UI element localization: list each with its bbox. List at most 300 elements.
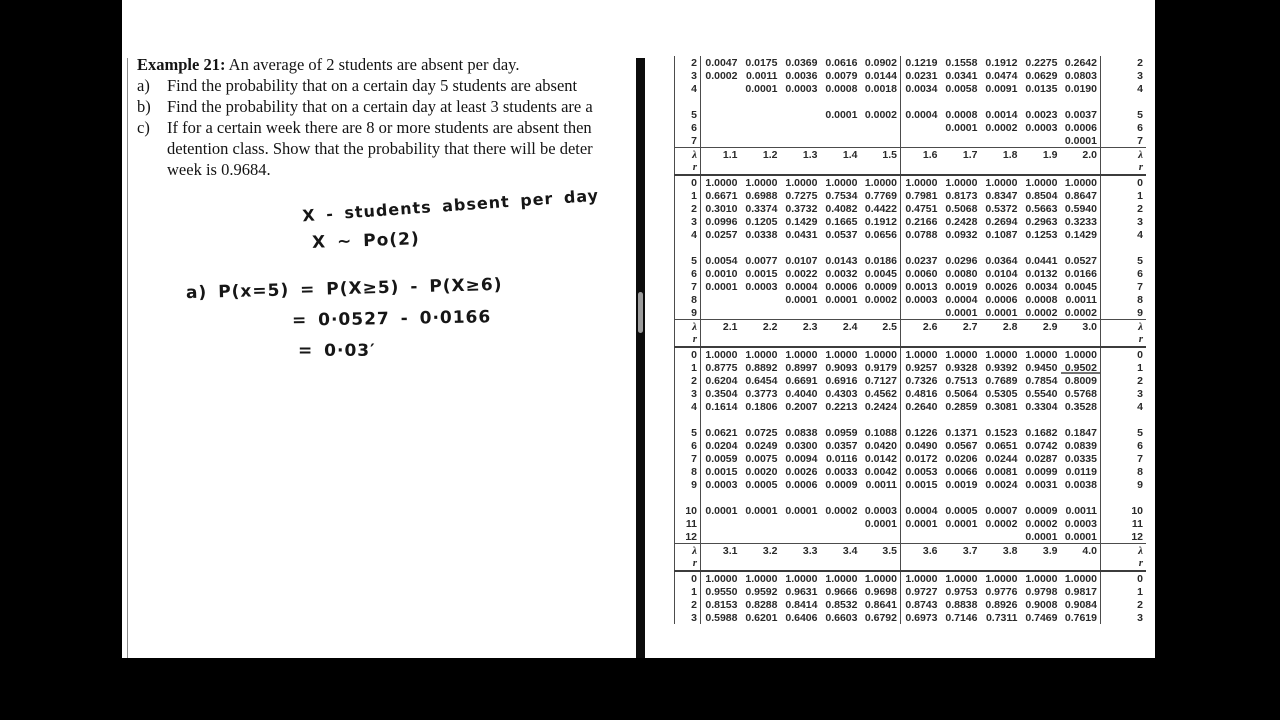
spacer-row <box>675 241 1147 254</box>
table-cell <box>981 161 1021 175</box>
probability-cell: 0.6792 <box>864 611 897 624</box>
probability-cell: 0.0026 <box>785 465 818 478</box>
spacer-row <box>675 95 1147 108</box>
probability-cell: 0.2640 <box>901 400 941 413</box>
probability-cell: 0.0003 <box>901 293 941 306</box>
probability-cell: 0.0116 <box>825 452 858 465</box>
r-value-left: 11 <box>675 517 701 530</box>
r-value-left: 10 <box>675 504 701 517</box>
probability-cell <box>701 293 741 306</box>
probability-cell: 0.0204 <box>705 439 738 452</box>
r-value-right: 1 <box>1101 361 1147 374</box>
probability-cell: 0.9179 <box>864 361 897 374</box>
handwriting-line: a) P(x=5) = P(X≥5) - P(X≥6) <box>185 274 503 304</box>
r-value-right: 9 <box>1101 306 1147 320</box>
r-value-left: 12 <box>675 530 701 544</box>
question-item-label: c) <box>137 118 150 137</box>
r-value-left: 4 <box>675 400 701 413</box>
table-cell <box>941 413 981 426</box>
probability-cell: 1.0000 <box>785 176 818 189</box>
r-symbol: r <box>675 161 701 175</box>
probability-cell: 1.0000 <box>705 348 738 361</box>
r-value-left: 2 <box>675 202 701 215</box>
table-cell <box>861 413 901 426</box>
probability-cell: 0.7275 <box>785 189 818 202</box>
r-value-left: 5 <box>675 426 701 439</box>
r-value-left: 5 <box>675 108 701 121</box>
lambda-value: 2.7 <box>941 320 981 334</box>
probability-cell: 0.7534 <box>825 189 858 202</box>
probability-cell: 0.0166 <box>1064 267 1097 280</box>
probability-cell: 0.7981 <box>901 189 941 202</box>
probability-cell: 0.5305 <box>985 387 1018 400</box>
probability-cell <box>901 134 941 148</box>
r-value-right: 0 <box>1101 571 1147 585</box>
probability-cell: 0.0023 <box>1025 108 1058 121</box>
scrollbar-track[interactable] <box>636 58 645 658</box>
table-cell <box>1021 333 1061 347</box>
probability-cell: 1.0000 <box>825 348 858 361</box>
r-value-left: 1 <box>675 361 701 374</box>
probability-cell: 0.7311 <box>985 611 1018 624</box>
probability-cell: 0.9776 <box>985 585 1018 598</box>
probability-cell <box>821 530 861 544</box>
probability-cell: 0.1847 <box>1064 426 1097 439</box>
probability-cell: 0.6691 <box>785 374 818 387</box>
probability-cell: 0.0002 <box>1025 517 1058 530</box>
table-row <box>675 426 1147 439</box>
probability-cell <box>1021 134 1061 148</box>
table-row <box>675 175 1147 189</box>
r-value-right: 2 <box>1101 374 1147 387</box>
table-row <box>675 82 1147 95</box>
table-cell <box>981 557 1021 571</box>
table-cell <box>861 333 901 347</box>
table-cell <box>741 241 781 254</box>
table-cell <box>941 95 981 108</box>
probability-cell: 0.0838 <box>785 426 818 439</box>
probability-cell <box>861 121 901 134</box>
r-value-right: 11 <box>1101 517 1147 530</box>
probability-cell: 0.0038 <box>1064 478 1097 491</box>
r-value-right: 6 <box>1101 267 1147 280</box>
probability-cell: 0.4816 <box>901 387 941 400</box>
r-value-right: 7 <box>1101 452 1147 465</box>
r-value-right: 2 <box>1101 598 1147 611</box>
r-value-right: 5 <box>1101 108 1147 121</box>
probability-cell: 0.0257 <box>705 228 738 241</box>
lambda-value: 2.5 <box>861 320 901 334</box>
probability-cell: 0.0621 <box>705 426 738 439</box>
table-cell <box>861 557 901 571</box>
probability-cell: 0.0431 <box>785 228 818 241</box>
r-value-left: 5 <box>675 254 701 267</box>
question-line <box>137 138 637 159</box>
probability-cell: 0.4562 <box>864 387 897 400</box>
probability-cell: 0.9502 <box>1061 361 1101 374</box>
probability-cell: 0.0053 <box>901 465 941 478</box>
probability-cell <box>781 134 821 148</box>
probability-cell: 0.0001 <box>825 293 858 306</box>
probability-cell: 0.0959 <box>825 426 858 439</box>
probability-cell: 0.0036 <box>785 69 818 82</box>
probability-cell: 0.0047 <box>705 56 738 69</box>
r-value-left: 7 <box>675 452 701 465</box>
probability-cell: 0.2007 <box>785 400 818 413</box>
probability-cell: 0.6988 <box>745 189 778 202</box>
probability-cell: 0.9666 <box>825 585 858 598</box>
probability-cell: 0.0031 <box>1025 478 1058 491</box>
probability-cell: 0.0009 <box>864 280 897 293</box>
question-line <box>137 159 637 180</box>
probability-cell: 1.0000 <box>1064 348 1097 361</box>
probability-cell: 0.0132 <box>1025 267 1058 280</box>
probability-cell: 0.5940 <box>1064 202 1097 215</box>
probability-cell: 0.0186 <box>864 254 897 267</box>
probability-cell: 0.0018 <box>864 82 897 95</box>
probability-cell <box>821 134 861 148</box>
probability-cell: 0.8414 <box>785 598 818 611</box>
probability-cell: 0.9727 <box>901 585 941 598</box>
question-item-text: week is 0.9684. <box>167 160 271 179</box>
r-value-right: 8 <box>1101 465 1147 478</box>
probability-cell: 0.0244 <box>985 452 1018 465</box>
probability-cell: 0.0079 <box>825 69 858 82</box>
probability-cell: 1.0000 <box>1064 176 1097 189</box>
probability-cell: 0.0357 <box>825 439 858 452</box>
probability-cell <box>901 121 941 134</box>
question-title-text: An average of 2 students are absent per day. <box>225 55 520 74</box>
probability-cell: 0.0006 <box>825 280 858 293</box>
table-cell <box>1061 161 1101 175</box>
table-cell <box>741 95 781 108</box>
lambda-symbol: λ <box>675 320 701 334</box>
probability-cell: 0.0058 <box>945 82 978 95</box>
lambda-value: 2.2 <box>741 320 781 334</box>
probability-cell: 0.0441 <box>1025 254 1058 267</box>
probability-cell: 0.0037 <box>1064 108 1097 121</box>
probability-cell <box>701 134 741 148</box>
table-row <box>675 598 1147 611</box>
probability-cell: 0.0042 <box>864 465 897 478</box>
probability-cell: 0.9328 <box>945 361 978 374</box>
probability-cell: 0.1371 <box>945 426 978 439</box>
r-value-left: 9 <box>675 306 701 320</box>
probability-cell: 0.0364 <box>985 254 1018 267</box>
table-row <box>675 228 1147 241</box>
table-row <box>675 347 1147 361</box>
probability-cell: 0.0003 <box>745 280 778 293</box>
table-cell <box>821 161 861 175</box>
probability-cell: 0.6201 <box>745 611 778 624</box>
lambda-value: 2.1 <box>701 320 741 334</box>
table-row <box>675 478 1147 491</box>
table-cell <box>981 241 1021 254</box>
probability-cell: 0.0527 <box>1064 254 1097 267</box>
probability-cell <box>861 134 901 148</box>
r-value-right: 3 <box>1101 611 1147 624</box>
table-cell <box>821 491 861 504</box>
probability-cell: 0.0002 <box>864 293 897 306</box>
table-cell <box>781 95 821 108</box>
probability-cell: 0.0008 <box>945 108 978 121</box>
probability-cell: 0.5540 <box>1025 387 1058 400</box>
table-row <box>675 387 1147 400</box>
lambda-value: 3.4 <box>821 544 861 558</box>
table-row <box>675 400 1147 413</box>
r-value-left: 0 <box>675 347 701 361</box>
probability-cell: 0.4751 <box>901 202 941 215</box>
lambda-symbol: λ <box>675 544 701 558</box>
probability-cell: 0.3528 <box>1064 400 1097 413</box>
probability-cell: 0.5988 <box>705 611 738 624</box>
probability-cell: 0.0004 <box>901 504 941 517</box>
poisson-table-page <box>674 56 1146 658</box>
probability-cell: 0.0099 <box>1025 465 1058 478</box>
probability-cell <box>981 134 1021 148</box>
probability-cell: 0.8641 <box>864 598 897 611</box>
table-row <box>675 452 1147 465</box>
table-cell <box>861 95 901 108</box>
probability-cell: 0.9753 <box>945 585 978 598</box>
r-value-left: 4 <box>675 82 701 95</box>
probability-cell: 0.9008 <box>1025 598 1058 611</box>
probability-cell: 0.0081 <box>985 465 1018 478</box>
table-cell <box>901 491 941 504</box>
probability-cell: 0.0001 <box>1064 134 1097 147</box>
probability-cell: 0.0742 <box>1025 439 1058 452</box>
probability-cell: 0.4422 <box>864 202 897 215</box>
lambda-value: 3.7 <box>941 544 981 558</box>
probability-cell: 0.1912 <box>985 56 1018 69</box>
probability-cell <box>701 530 741 544</box>
table-cell <box>1101 413 1147 426</box>
probability-cell <box>781 306 821 320</box>
probability-cell <box>701 517 741 530</box>
table-cell <box>701 95 741 108</box>
table-cell <box>781 333 821 347</box>
r-value-right: 0 <box>1101 347 1147 361</box>
probability-cell: 0.0107 <box>785 254 818 267</box>
r-value-right: 6 <box>1101 121 1147 134</box>
handwriting-line: = 0·03′ <box>298 341 376 361</box>
probability-cell: 0.3504 <box>705 387 738 400</box>
probability-cell: 0.0300 <box>785 439 818 452</box>
r-value-left: 9 <box>675 478 701 491</box>
lambda-value: 3.3 <box>781 544 821 558</box>
probability-cell: 0.0019 <box>945 478 978 491</box>
probability-cell: 0.0060 <box>901 267 941 280</box>
lambda-value: 3.2 <box>741 544 781 558</box>
r-symbol: r <box>1101 333 1147 347</box>
question-item-text: Find the probability that on a certain day at least 3 students are a <box>167 97 593 116</box>
table-cell <box>741 413 781 426</box>
handwriting-line: = 0·0527 - 0·0166 <box>291 307 492 331</box>
probability-cell: 0.0902 <box>864 56 897 69</box>
scrollbar-thumb[interactable] <box>638 292 643 333</box>
table-row <box>675 439 1147 452</box>
r-symbol: r <box>1101 557 1147 571</box>
probability-cell: 0.0045 <box>864 267 897 280</box>
probability-cell <box>701 108 741 121</box>
probability-cell: 0.0296 <box>945 254 978 267</box>
lambda-value: 2.4 <box>821 320 861 334</box>
probability-cell: 0.5372 <box>985 202 1018 215</box>
probability-cell <box>741 293 781 306</box>
table-cell <box>941 161 981 175</box>
r-value-left: 1 <box>675 585 701 598</box>
question-title <box>137 54 637 75</box>
lambda-header-row <box>675 320 1147 334</box>
r-value-right: 7 <box>1101 280 1147 293</box>
question-title-label: Example 21: <box>137 55 226 74</box>
r-value-right: 4 <box>1101 228 1147 241</box>
probability-cell <box>901 306 941 320</box>
probability-cell: 1.0000 <box>985 348 1018 361</box>
probability-cell: 0.0001 <box>825 108 858 121</box>
table-cell <box>981 333 1021 347</box>
table-row <box>675 306 1147 320</box>
probability-cell: 0.0001 <box>1064 530 1097 543</box>
probability-cell: 0.0020 <box>745 465 778 478</box>
table-cell <box>701 333 741 347</box>
probability-cell: 0.0001 <box>785 504 818 517</box>
probability-cell: 0.0015 <box>901 478 941 491</box>
probability-cell: 0.0014 <box>985 108 1018 121</box>
probability-cell: 0.7469 <box>1025 611 1058 624</box>
table-cell <box>941 557 981 571</box>
table-cell <box>981 413 1021 426</box>
lambda-value: 1.6 <box>901 148 941 162</box>
probability-cell: 0.8347 <box>985 189 1018 202</box>
probability-cell: 0.9817 <box>1064 585 1097 598</box>
r-value-right: 4 <box>1101 400 1147 413</box>
probability-cell: 0.0725 <box>745 426 778 439</box>
table-cell <box>1061 491 1101 504</box>
table-cell <box>701 241 741 254</box>
r-value-right: 2 <box>1101 56 1147 69</box>
probability-cell: 0.0011 <box>865 478 897 491</box>
probability-cell: 0.0237 <box>901 254 941 267</box>
table-cell <box>861 161 901 175</box>
lambda-value: 2.8 <box>981 320 1021 334</box>
probability-cell: 0.0338 <box>745 228 778 241</box>
table-cell <box>821 557 861 571</box>
probability-cell <box>741 306 781 320</box>
probability-cell: 0.0080 <box>945 267 978 280</box>
probability-cell: 1.0000 <box>864 572 897 585</box>
table-cell <box>701 491 741 504</box>
probability-cell: 0.0007 <box>985 504 1018 517</box>
table-cell <box>901 333 941 347</box>
question-item-text: detention class. Show that the probability that there will be deter <box>167 139 593 158</box>
probability-cell: 1.0000 <box>825 176 858 189</box>
probability-cell: 0.0034 <box>1025 280 1058 293</box>
probability-cell: 0.0004 <box>901 108 941 121</box>
probability-cell <box>741 121 781 134</box>
probability-cell: 0.0004 <box>785 280 818 293</box>
probability-cell: 0.0013 <box>901 280 941 293</box>
table-cell <box>901 161 941 175</box>
probability-cell: 0.0341 <box>945 69 978 82</box>
probability-cell: 0.8838 <box>945 598 978 611</box>
probability-cell: 0.0034 <box>901 82 941 95</box>
probability-cell: 0.0206 <box>945 452 978 465</box>
probability-cell: 0.0190 <box>1064 82 1097 95</box>
probability-cell: 0.0567 <box>945 439 978 452</box>
r-value-left: 2 <box>675 598 701 611</box>
table-cell <box>981 491 1021 504</box>
r-value-left: 1 <box>675 189 701 202</box>
r-symbol: r <box>675 333 701 347</box>
table-cell <box>821 241 861 254</box>
lambda-value: 1.8 <box>981 148 1021 162</box>
r-value-left: 7 <box>675 134 701 148</box>
question-item-label: a) <box>137 76 150 95</box>
probability-cell <box>781 108 821 121</box>
question-item-text: Find the probability that on a certain day 5 students are absent <box>167 76 578 95</box>
probability-cell: 0.2642 <box>1064 56 1097 69</box>
table-cell <box>821 95 861 108</box>
probability-cell: 0.0474 <box>985 69 1018 82</box>
table-cell <box>821 333 861 347</box>
table-cell <box>1061 95 1101 108</box>
table-row <box>675 571 1147 585</box>
probability-cell: 1.0000 <box>745 572 778 585</box>
spacer-row <box>675 491 1147 504</box>
probability-cell: 0.0006 <box>985 293 1018 306</box>
probability-cell: 0.0142 <box>864 452 897 465</box>
probability-cell: 1.0000 <box>864 176 897 189</box>
table-row <box>675 517 1147 530</box>
probability-cell: 0.6603 <box>825 611 858 624</box>
table-cell <box>741 161 781 175</box>
table-cell <box>901 241 941 254</box>
probability-cell: 0.0003 <box>1025 121 1058 134</box>
probability-cell: 0.1429 <box>785 215 818 228</box>
r-value-right: 1 <box>1101 189 1147 202</box>
probability-cell: 0.0490 <box>901 439 941 452</box>
r-value-left: 3 <box>675 611 701 624</box>
table-cell <box>741 333 781 347</box>
r-value-right: 3 <box>1101 387 1147 400</box>
table-row <box>675 56 1147 69</box>
probability-cell: 0.7769 <box>864 189 897 202</box>
probability-cell: 0.0001 <box>945 306 978 319</box>
r-value-right: 3 <box>1101 69 1147 82</box>
r-value-left: 3 <box>675 215 701 228</box>
table-cell <box>1021 413 1061 426</box>
question-item-label <box>137 138 167 159</box>
probability-cell: 0.0231 <box>901 69 941 82</box>
probability-cell: 0.0001 <box>745 82 778 95</box>
probability-cell: 0.8997 <box>785 361 818 374</box>
r-header-row <box>675 333 1147 347</box>
r-value-left: 3 <box>675 69 701 82</box>
table-cell <box>1101 241 1147 254</box>
probability-cell: 0.0803 <box>1064 69 1097 82</box>
lambda-value: 3.5 <box>861 544 901 558</box>
probability-cell: 0.3010 <box>705 202 738 215</box>
r-header-row <box>675 557 1147 571</box>
table-row <box>675 504 1147 517</box>
probability-cell <box>821 517 861 530</box>
r-value-left: 2 <box>675 374 701 387</box>
lambda-value: 2.3 <box>781 320 821 334</box>
lambda-header-row <box>675 544 1147 558</box>
probability-cell: 1.0000 <box>705 572 738 585</box>
probability-cell: 1.0000 <box>901 571 941 585</box>
